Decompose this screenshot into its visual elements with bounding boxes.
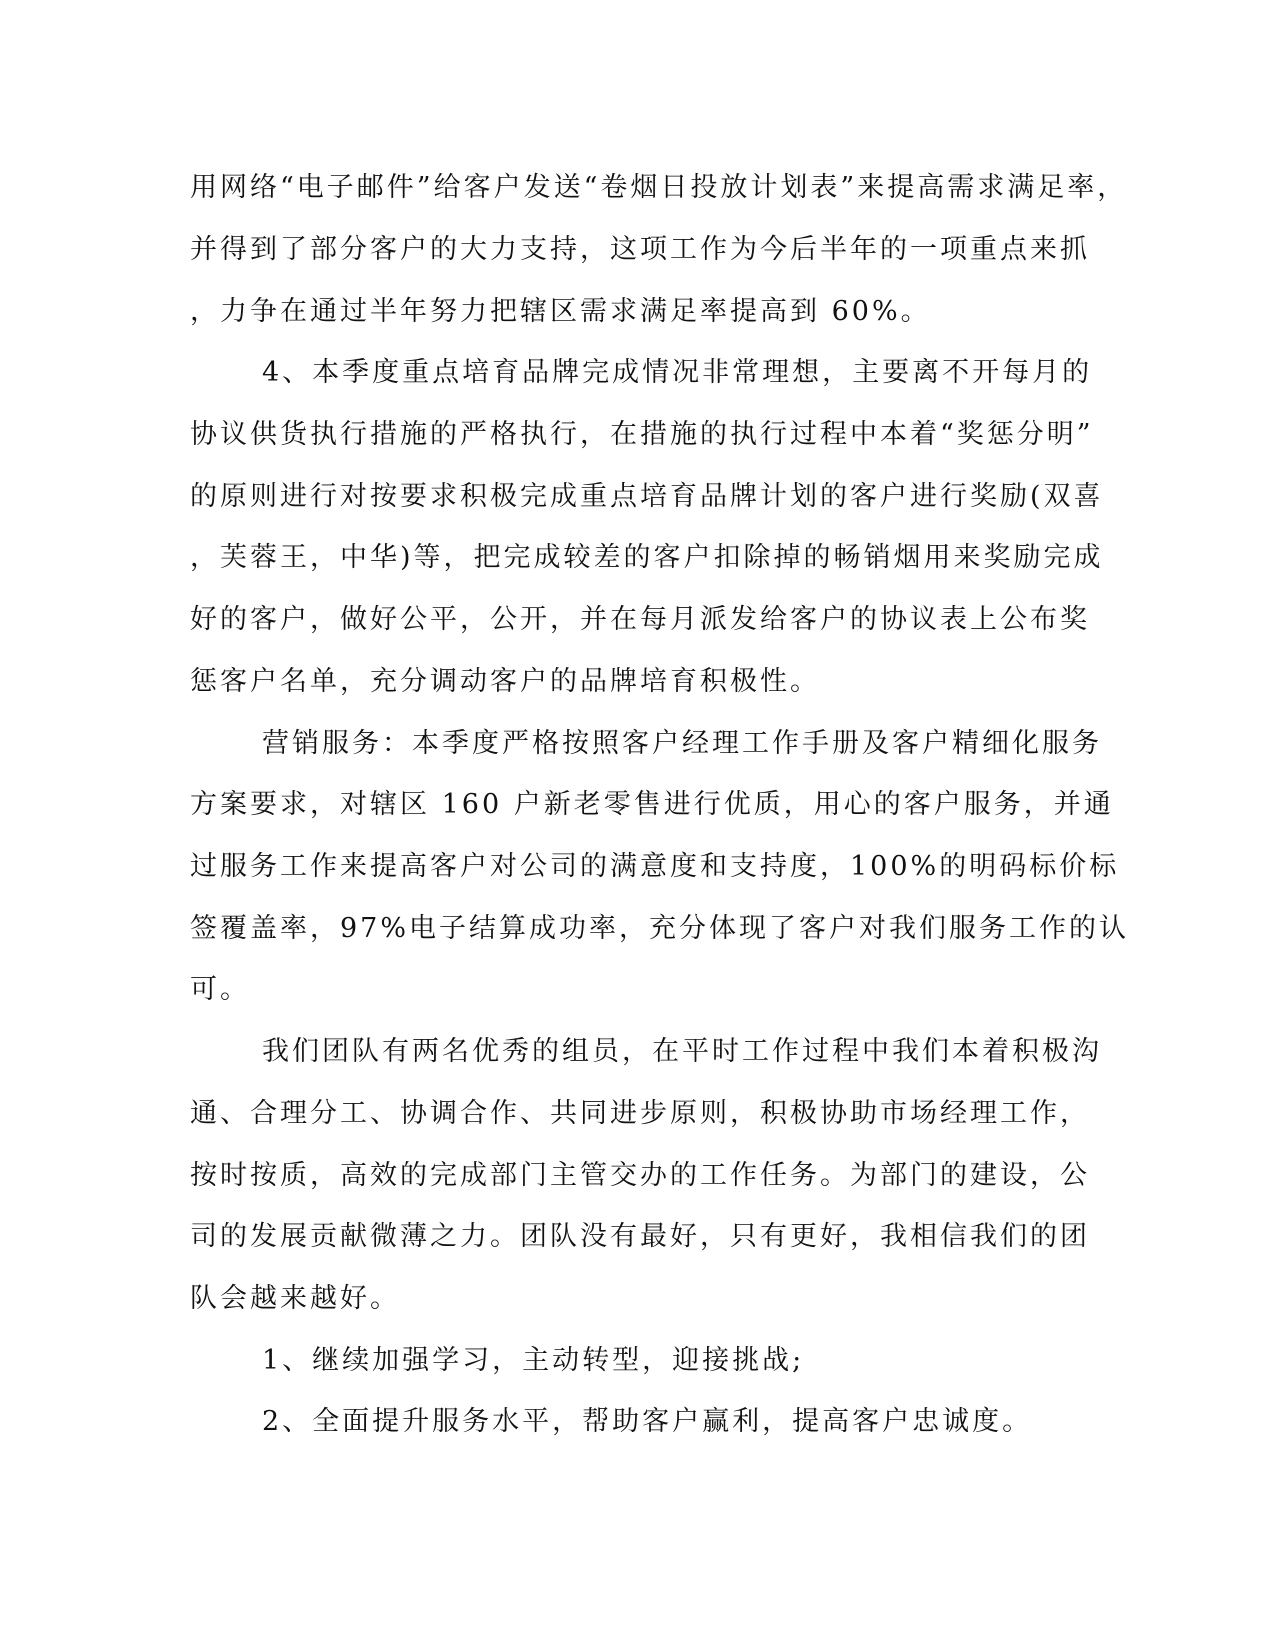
text-line: 司的发展贡献微薄之力。团队没有最好，只有更好，我相信我们的团: [190, 1221, 1090, 1252]
text-line: ，力争在通过半年努力把辖区需求满足率提高到 60%。: [190, 296, 931, 327]
text-line: ，芙蓉王，中华)等，把完成较差的客户扣除掉的畅销烟用来奖励完成: [190, 542, 1104, 573]
text-line: 用网络“电子邮件”给客户发送“卷烟日投放计划表”来提高需求满足率，: [190, 172, 1128, 203]
text-line: 的原则进行对按要求积极完成重点培育品牌计划的客户进行奖励(双喜: [190, 481, 1104, 512]
text-line: 好的客户，做好公平，公开，并在每月派发给客户的协议表上公布奖: [190, 604, 1090, 635]
text-line: 通、合理分工、协调合作、共同进步原则，积极协助市场经理工作，: [190, 1098, 1090, 1129]
text-line: 过服务工作来提高客户对公司的满意度和支持度，100%的明码标价标: [190, 851, 1120, 882]
text-line: 4、本季度重点培育品牌完成情况非常理想，主要离不开每月的: [262, 357, 1093, 388]
text-line: 方案要求，对辖区 160 户新老零售进行优质，用心的客户服务，并通: [190, 789, 1114, 820]
text-line: 营销服务：本季度严格按照客户经理工作手册及客户精细化服务: [262, 728, 1102, 759]
text-line: 并得到了部分客户的大力支持，这项工作为今后半年的一项重点来抓: [190, 234, 1090, 265]
text-line: 可。: [190, 974, 250, 1005]
text-line: 签覆盖率，97%电子结算成功率，充分体现了客户对我们服务工作的认: [190, 913, 1130, 944]
text-line: 1、继续加强学习，主动转型，迎接挑战;: [262, 1345, 805, 1376]
text-line: 惩客户名单，充分调动客户的品牌培育积极性。: [190, 666, 820, 697]
text-line: 按时按质，高效的完成部门主管交办的工作任务。为部门的建设，公: [190, 1160, 1090, 1191]
text-line: 协议供货执行措施的严格执行，在措施的执行过程中本着“奖惩分明”: [190, 419, 1094, 450]
text-line: 队会越来越好。: [190, 1283, 400, 1314]
text-line: 2、全面提升服务水平，帮助客户赢利，提高客户忠诚度。: [262, 1406, 1033, 1437]
text-line: 我们团队有两名优秀的组员，在平时工作过程中我们本着积极沟: [262, 1036, 1102, 1067]
